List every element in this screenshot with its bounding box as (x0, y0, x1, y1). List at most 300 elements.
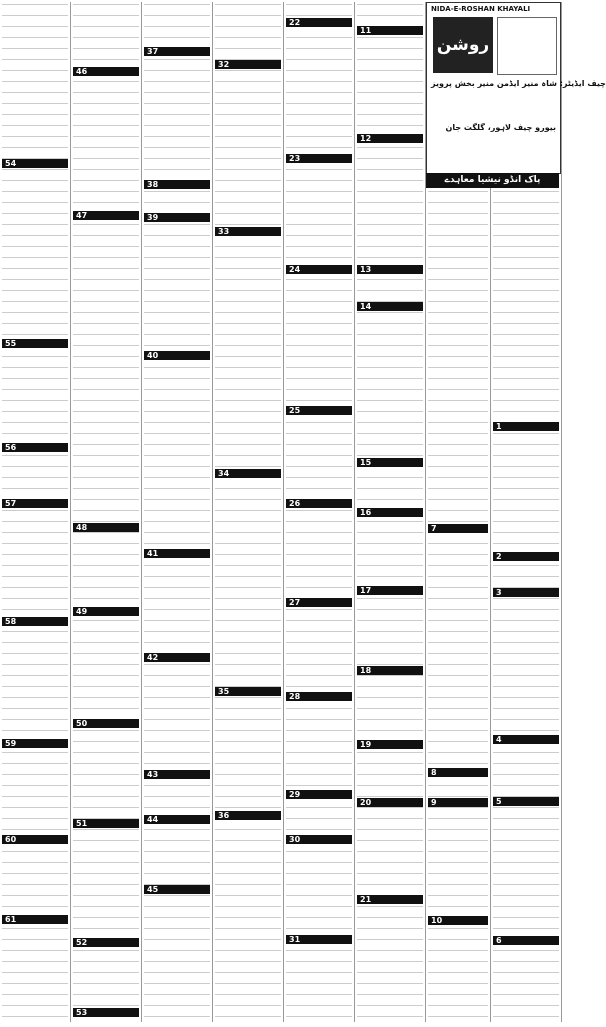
text-line (73, 873, 139, 884)
text-line (357, 686, 423, 697)
text-line (215, 796, 281, 807)
text-line (357, 862, 423, 873)
text-line (215, 114, 281, 125)
text-line (428, 818, 488, 829)
text-line (357, 609, 423, 620)
text-line (73, 378, 139, 389)
text-line (73, 180, 139, 191)
text-line (493, 862, 559, 873)
text-line (357, 818, 423, 829)
section-number: 2 (496, 552, 502, 561)
section-number: 7 (431, 524, 437, 533)
text-line (215, 455, 281, 466)
text-line (215, 708, 281, 719)
text-line (428, 851, 488, 862)
text-line (428, 598, 488, 609)
section-header (215, 227, 281, 236)
text-line (2, 928, 68, 939)
text-line (215, 620, 281, 631)
text-line (357, 521, 423, 532)
text-line (286, 851, 352, 862)
section-header (357, 895, 423, 904)
section-number: 54 (5, 159, 17, 168)
text-line (73, 422, 139, 433)
text-line (73, 455, 139, 466)
text-line (286, 917, 352, 928)
section-number: 45 (147, 885, 159, 894)
text-line (286, 730, 352, 741)
section-header (144, 180, 210, 189)
text-line (2, 565, 68, 576)
text-line (2, 103, 68, 114)
text-line (286, 180, 352, 191)
text-line (2, 224, 68, 235)
text-line (286, 213, 352, 224)
text-line (215, 246, 281, 257)
text-line (286, 554, 352, 565)
text-line (2, 26, 68, 37)
section-number: 27 (289, 598, 301, 607)
text-line (357, 92, 423, 103)
text-line (144, 147, 210, 158)
text-line (73, 664, 139, 675)
text-line (144, 675, 210, 686)
text-line (144, 829, 210, 840)
section-header (286, 154, 352, 163)
column-1 (0, 2, 71, 1022)
text-line (2, 873, 68, 884)
text-line (73, 983, 139, 994)
text-line (2, 268, 68, 279)
text-line (73, 972, 139, 983)
text-line (357, 378, 423, 389)
section-number: 16 (360, 508, 372, 517)
text-line (144, 4, 210, 15)
text-line (357, 444, 423, 455)
text-line (357, 191, 423, 202)
text-line (144, 81, 210, 92)
text-line (357, 653, 423, 664)
text-line (2, 70, 68, 81)
text-line (357, 477, 423, 488)
text-line (215, 939, 281, 950)
text-line (2, 59, 68, 70)
text-line (215, 873, 281, 884)
text-line (73, 103, 139, 114)
text-line (2, 37, 68, 48)
text-line (144, 785, 210, 796)
text-line (493, 917, 559, 928)
text-line (73, 301, 139, 312)
section-header (286, 265, 352, 274)
section-header (144, 770, 210, 779)
text-line (73, 158, 139, 169)
text-line (73, 246, 139, 257)
text-line (357, 917, 423, 928)
text-line (144, 114, 210, 125)
text-line (357, 598, 423, 609)
text-line (73, 15, 139, 26)
text-line (144, 378, 210, 389)
section-header (493, 588, 559, 597)
text-line (357, 851, 423, 862)
text-line (2, 818, 68, 829)
text-line (73, 620, 139, 631)
text-line (286, 620, 352, 631)
text-line (144, 202, 210, 213)
text-line (73, 686, 139, 697)
text-line (73, 994, 139, 1005)
text-line (286, 422, 352, 433)
section-number: 46 (76, 67, 88, 76)
text-line (357, 675, 423, 686)
text-line (2, 4, 68, 15)
text-line (428, 939, 488, 950)
text-line (286, 906, 352, 917)
text-line (357, 994, 423, 1005)
section-header (357, 508, 423, 517)
text-line (357, 70, 423, 81)
text-line (73, 235, 139, 246)
text-line (2, 576, 68, 587)
text-line (357, 213, 423, 224)
text-line (144, 752, 210, 763)
text-line (2, 752, 68, 763)
text-line (286, 664, 352, 675)
text-line (73, 895, 139, 906)
section-header (73, 1008, 139, 1017)
text-line (286, 774, 352, 785)
section-number: 49 (76, 607, 88, 616)
text-line (2, 213, 68, 224)
text-line (215, 202, 281, 213)
text-line (286, 378, 352, 389)
section-header (357, 798, 423, 807)
text-line (215, 312, 281, 323)
section-header (2, 915, 68, 924)
text-line (73, 356, 139, 367)
section-header (73, 938, 139, 947)
section-header (493, 422, 559, 431)
text-line (286, 92, 352, 103)
text-line (73, 26, 139, 37)
text-line (2, 774, 68, 785)
masthead (426, 2, 606, 174)
text-line (493, 884, 559, 895)
text-line (286, 587, 352, 598)
text-line (215, 301, 281, 312)
text-line (286, 807, 352, 818)
text-line (428, 961, 488, 972)
text-line (357, 774, 423, 785)
section-number: 37 (147, 47, 159, 56)
text-line (428, 972, 488, 983)
text-line (144, 598, 210, 609)
text-line (73, 752, 139, 763)
text-line (144, 92, 210, 103)
text-line (286, 70, 352, 81)
text-line (144, 939, 210, 950)
section-number: 20 (360, 798, 372, 807)
text-line (2, 389, 68, 400)
text-line (215, 774, 281, 785)
text-line (144, 466, 210, 477)
text-line (493, 686, 559, 697)
text-line (357, 356, 423, 367)
section-header (73, 523, 139, 532)
text-line (73, 829, 139, 840)
section-number: 50 (76, 719, 88, 728)
text-line (144, 499, 210, 510)
text-line (2, 532, 68, 543)
text-line (2, 807, 68, 818)
column-6 (355, 2, 426, 1022)
text-line (144, 136, 210, 147)
section-header (2, 443, 68, 452)
section-header (428, 524, 488, 533)
text-line (428, 664, 488, 675)
section-number: 51 (76, 819, 88, 828)
text-line (215, 752, 281, 763)
text-line (2, 136, 68, 147)
text-line (215, 180, 281, 191)
text-line (215, 631, 281, 642)
text-line (215, 510, 281, 521)
text-line (73, 785, 139, 796)
text-line (215, 389, 281, 400)
text-line (73, 411, 139, 422)
text-line (73, 488, 139, 499)
section-number: 23 (289, 154, 301, 163)
text-line (357, 114, 423, 125)
section-number: 6 (496, 936, 502, 945)
text-line (144, 620, 210, 631)
text-line (357, 620, 423, 631)
text-line (493, 532, 559, 543)
text-line (357, 840, 423, 851)
text-line (73, 653, 139, 664)
text-line (286, 532, 352, 543)
section-number: 17 (360, 586, 372, 595)
text-line (428, 873, 488, 884)
text-line (493, 994, 559, 1005)
text-line (493, 499, 559, 510)
text-line (286, 301, 352, 312)
text-line (357, 334, 423, 345)
text-line (2, 125, 68, 136)
text-line (144, 521, 210, 532)
text-line (73, 917, 139, 928)
section-number: 57 (5, 499, 17, 508)
text-line (215, 587, 281, 598)
text-line (493, 1016, 559, 1027)
text-line (357, 81, 423, 92)
section-number: 1 (496, 422, 502, 431)
text-line (2, 323, 68, 334)
text-line (357, 752, 423, 763)
text-line (2, 862, 68, 873)
text-line (215, 378, 281, 389)
text-line (215, 719, 281, 730)
text-line (286, 653, 352, 664)
text-line (73, 950, 139, 961)
text-line (144, 268, 210, 279)
text-line (286, 103, 352, 114)
text-line (215, 477, 281, 488)
text-line (2, 521, 68, 532)
text-line (493, 719, 559, 730)
text-line (215, 444, 281, 455)
text-line (428, 576, 488, 587)
section-number: 58 (5, 617, 17, 626)
text-line (215, 499, 281, 510)
text-line (215, 697, 281, 708)
text-line (286, 763, 352, 774)
text-line (144, 400, 210, 411)
text-line (215, 994, 281, 1005)
text-line (215, 675, 281, 686)
text-line (2, 477, 68, 488)
text-line (286, 235, 352, 246)
section-header (493, 936, 559, 945)
text-line (2, 510, 68, 521)
column-2 (71, 2, 142, 1022)
text-line (73, 587, 139, 598)
text-line (357, 290, 423, 301)
text-line (215, 4, 281, 15)
text-line (215, 543, 281, 554)
section-header (357, 302, 423, 311)
text-line (73, 730, 139, 741)
text-line (215, 81, 281, 92)
text-line (144, 367, 210, 378)
text-line (286, 323, 352, 334)
text-line (73, 466, 139, 477)
text-line (493, 972, 559, 983)
text-line (73, 675, 139, 686)
text-line (144, 576, 210, 587)
section-number: 35 (218, 687, 230, 696)
text-line (2, 191, 68, 202)
text-line (144, 323, 210, 334)
text-line (428, 719, 488, 730)
text-line (2, 235, 68, 246)
section-number: 59 (5, 739, 17, 748)
text-line (2, 686, 68, 697)
text-line (286, 972, 352, 983)
text-line (144, 1016, 210, 1027)
text-line (144, 158, 210, 169)
text-line (2, 1005, 68, 1016)
text-line (493, 697, 559, 708)
text-line (215, 103, 281, 114)
section-number: 5 (496, 797, 502, 806)
text-line (215, 730, 281, 741)
section-number: 9 (431, 798, 437, 807)
text-line (73, 290, 139, 301)
text-line (286, 59, 352, 70)
text-line (286, 565, 352, 576)
text-line (2, 15, 68, 26)
section-header (144, 213, 210, 222)
text-line (144, 191, 210, 202)
text-line (73, 433, 139, 444)
text-line (144, 730, 210, 741)
text-line (144, 961, 210, 972)
text-line (73, 840, 139, 851)
text-line (428, 631, 488, 642)
text-line (73, 334, 139, 345)
text-line (493, 576, 559, 587)
text-line (73, 477, 139, 488)
text-line (73, 191, 139, 202)
text-line (2, 147, 68, 158)
text-line (2, 466, 68, 477)
publisher-info-box (497, 17, 557, 75)
text-line (493, 521, 559, 532)
text-line (428, 884, 488, 895)
text-line (357, 48, 423, 59)
text-line (215, 532, 281, 543)
text-line (215, 356, 281, 367)
text-line (215, 598, 281, 609)
section-number: 60 (5, 835, 17, 844)
text-line (286, 708, 352, 719)
text-line (215, 653, 281, 664)
text-line (493, 840, 559, 851)
text-line (215, 488, 281, 499)
text-line (2, 356, 68, 367)
section-header (357, 666, 423, 675)
text-line (428, 675, 488, 686)
text-line (144, 246, 210, 257)
text-line (428, 983, 488, 994)
text-line (73, 543, 139, 554)
text-line (493, 1005, 559, 1016)
text-line (73, 444, 139, 455)
text-line (286, 609, 352, 620)
text-line (2, 180, 68, 191)
text-line (493, 807, 559, 818)
section-number: 44 (147, 815, 159, 824)
text-line (144, 796, 210, 807)
text-line (144, 587, 210, 598)
text-line (286, 1005, 352, 1016)
text-line (286, 719, 352, 730)
section-number: 11 (360, 26, 372, 35)
section-header (428, 798, 488, 807)
chief-editor-line: چیف ایڈیٹر: شاہ منیر ایڈمن منیر بخش پرویز (431, 79, 606, 88)
text-line (357, 169, 423, 180)
text-line (215, 917, 281, 928)
text-line (493, 675, 559, 686)
text-line (493, 609, 559, 620)
section-header (357, 26, 423, 35)
text-line (428, 554, 488, 565)
text-line (286, 752, 352, 763)
section-number: 30 (289, 835, 301, 844)
section-number: 52 (76, 938, 88, 947)
text-line (215, 642, 281, 653)
text-line (357, 147, 423, 158)
text-line (357, 983, 423, 994)
section-header (2, 739, 68, 748)
text-line (144, 422, 210, 433)
text-line (73, 796, 139, 807)
text-line (215, 1016, 281, 1027)
text-line (428, 620, 488, 631)
text-line (215, 851, 281, 862)
